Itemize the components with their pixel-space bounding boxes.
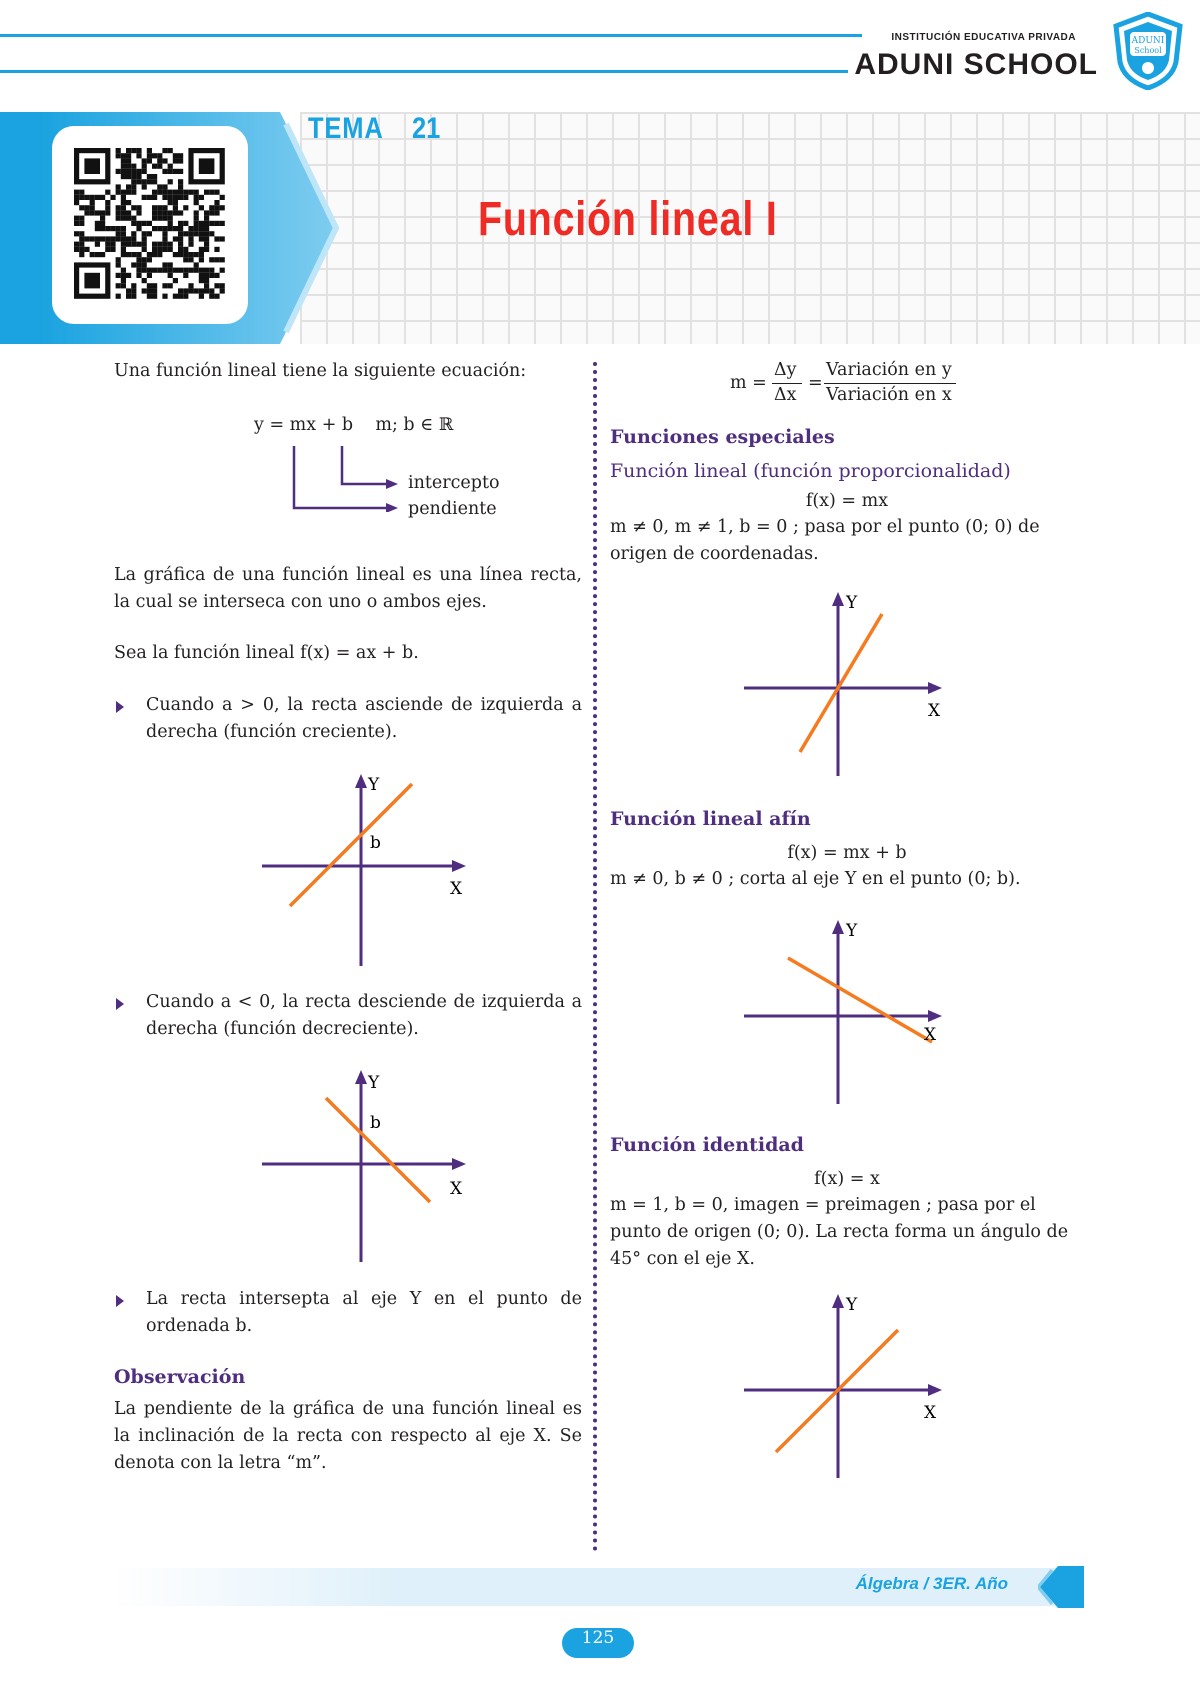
x-label: X bbox=[928, 701, 941, 721]
x-axis-arrow bbox=[452, 860, 466, 872]
y-label: Y bbox=[846, 1295, 858, 1315]
intro-text: Una función lineal tiene la siguiente ecuación: bbox=[114, 361, 527, 381]
page-number: 125 bbox=[562, 1628, 634, 1658]
affine-heading: Función lineal afín bbox=[610, 808, 811, 830]
footer-course: Álgebra / 3ER. Año bbox=[855, 1574, 1008, 1593]
slope-delta-x: Δx bbox=[774, 385, 797, 405]
x-label: X bbox=[450, 879, 463, 899]
page-title: Función lineal I bbox=[478, 193, 778, 246]
x-label: X bbox=[924, 1403, 937, 1423]
svg-text:School: School bbox=[1134, 46, 1162, 55]
bullet-intercept: La recta intersepta al eje Y en el punto de ordenada b. bbox=[146, 1289, 582, 1336]
proportional-formula: f(x) = mx bbox=[805, 491, 889, 511]
bullet-marker bbox=[116, 998, 124, 1010]
y-label: Y bbox=[368, 775, 380, 795]
y-label: Y bbox=[368, 1073, 380, 1093]
paragraph-let-function: Sea la función lineal f(x) = ax + b. bbox=[114, 643, 419, 663]
slope-m: m = bbox=[730, 373, 767, 393]
function-line bbox=[800, 614, 882, 752]
qr-code-image bbox=[52, 126, 248, 324]
label-pendiente: pendiente bbox=[408, 499, 497, 519]
bullet-marker bbox=[116, 1295, 124, 1307]
svg-text:ADUNI: ADUNI bbox=[1131, 36, 1165, 46]
label-intercepto: intercepto bbox=[408, 473, 500, 493]
x-axis-arrow bbox=[928, 682, 942, 694]
y-axis-arrow bbox=[355, 774, 367, 788]
graph-identity bbox=[738, 1290, 958, 1480]
bullet-marker bbox=[116, 701, 124, 713]
tema-label: TEMA bbox=[308, 112, 384, 145]
y-axis-arrow bbox=[832, 592, 844, 606]
b-label: b bbox=[370, 1113, 381, 1133]
observation-heading: Observación bbox=[114, 1366, 246, 1388]
bullet-increasing: Cuando a > 0, la recta asciende de izquierda a derecha (función creciente). bbox=[146, 695, 582, 742]
proportional-heading: Función lineal (función proporcionalidad) bbox=[610, 460, 1011, 482]
paragraph-graph: La gráfica de una función lineal es una línea recta, la cual se interseca con uno o ambos ejes. bbox=[114, 565, 582, 612]
header-line-top bbox=[0, 34, 862, 37]
header-line-bottom bbox=[0, 70, 848, 73]
qr-code-frame bbox=[52, 126, 248, 324]
tema-number: 21 bbox=[412, 112, 441, 145]
function-line bbox=[788, 958, 932, 1042]
identity-heading: Función identidad bbox=[610, 1134, 804, 1156]
slope-variation-x: Variación en x bbox=[826, 385, 952, 405]
graph-increasing bbox=[256, 770, 476, 966]
graph-proportional bbox=[738, 588, 958, 778]
special-functions-heading: Funciones especiales bbox=[610, 426, 835, 448]
column-divider bbox=[593, 362, 597, 1552]
y-label: Y bbox=[846, 593, 858, 613]
y-label: Y bbox=[846, 921, 858, 941]
graph-affine bbox=[738, 916, 958, 1106]
slope-equals: = bbox=[808, 373, 823, 393]
x-axis-arrow bbox=[928, 1010, 942, 1022]
function-line bbox=[290, 784, 412, 906]
y-axis-arrow bbox=[355, 1070, 367, 1084]
observation-text: La pendiente de la gráfica de una función lineal es la inclinación de la recta con respecto al eje X. Se denota con la letra “m”. bbox=[114, 1399, 582, 1473]
x-label: X bbox=[450, 1179, 463, 1199]
equation-arrows bbox=[280, 442, 400, 512]
b-label: b bbox=[370, 833, 381, 853]
footer-tab-icon bbox=[1038, 1566, 1084, 1608]
slope-delta-y: Δy bbox=[774, 360, 797, 380]
x-label: X bbox=[924, 1025, 937, 1045]
y-axis-arrow bbox=[832, 1294, 844, 1308]
x-axis-arrow bbox=[928, 1384, 942, 1396]
x-axis-arrow bbox=[452, 1158, 466, 1170]
affine-formula: f(x) = mx + b bbox=[787, 843, 907, 863]
school-name: ADUNI SCHOOL bbox=[854, 48, 1098, 81]
school-crest-logo bbox=[1112, 12, 1184, 90]
slope-variation-y: Variación en y bbox=[826, 360, 952, 380]
identity-text: m = 1, b = 0, imagen = preimagen ; pasa por el punto de origen (0; 0). La recta forma un ángulo de 45° con el eje X. bbox=[610, 1195, 1069, 1269]
main-equation: y = mx + b m; b ∈ ℝ bbox=[254, 415, 454, 435]
graph-decreasing bbox=[256, 1066, 476, 1262]
y-axis-arrow bbox=[832, 920, 844, 934]
institution-label: INSTITUCIÓN EDUCATIVA PRIVADA bbox=[891, 32, 1076, 43]
affine-text: m ≠ 0, b ≠ 0 ; corta al eje Y en el punto (0; b). bbox=[610, 869, 1021, 889]
bullet-decreasing: Cuando a < 0, la recta desciende de izquierda a derecha (función decreciente). bbox=[146, 992, 582, 1039]
proportional-text: m ≠ 0, m ≠ 1, b = 0 ; pasa por el punto (0; 0) de origen de coordenadas. bbox=[610, 517, 1040, 564]
identity-formula: f(x) = x bbox=[814, 1169, 880, 1189]
